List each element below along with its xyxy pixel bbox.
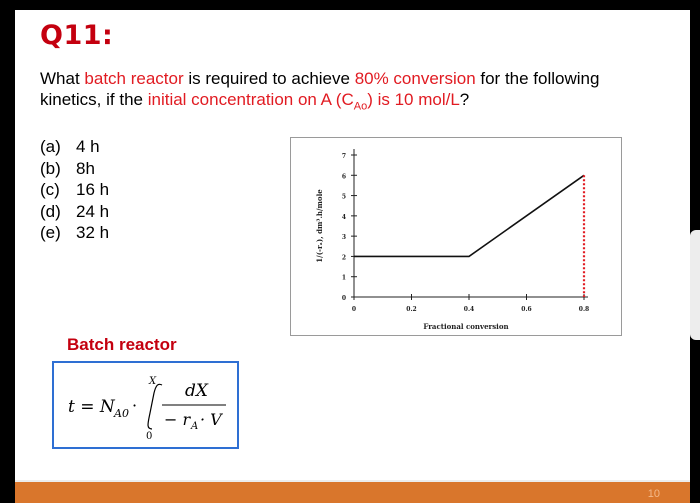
- batch-design-equation: [52, 361, 239, 449]
- option-letter: (a): [40, 137, 61, 156]
- option-text: 4 h: [76, 137, 100, 156]
- x-tick-label: 0.2: [406, 306, 417, 313]
- option-e[interactable]: [40, 222, 109, 244]
- x-tick-label: 0.4: [463, 306, 475, 313]
- eq-lhs: t = N: [68, 397, 115, 417]
- option-text: 32 h: [76, 223, 110, 242]
- eq-denominator-tail: · V: [200, 410, 222, 429]
- y-tick-label: 1: [341, 274, 347, 282]
- eq-lower-limit: 0: [146, 431, 153, 442]
- x-axis-label: Fractional conversion: [423, 322, 509, 331]
- slide-title: Q11:: [40, 20, 114, 51]
- y-tick-label: 7: [341, 153, 347, 160]
- option-letter: (d): [40, 201, 61, 221]
- option-text: 8h: [76, 158, 95, 178]
- eq-upper-limit: X: [149, 376, 157, 387]
- footer-bar: [15, 482, 690, 503]
- equation-graphic: [54, 363, 237, 447]
- y-tick-label: 0: [341, 295, 347, 302]
- rate-curve: [354, 175, 584, 256]
- eq-numerator: dX: [185, 381, 208, 401]
- highlight-conversion: 80% conversion: [354, 69, 476, 88]
- batch-reactor-label: Batch reactor: [67, 335, 177, 354]
- option-text: 24 h: [76, 201, 110, 221]
- levenspiel-plot: [291, 138, 621, 335]
- initial-conc-text: initial concentration on A (C: [147, 90, 354, 109]
- eq-dot: ·: [132, 396, 138, 415]
- scrollbar-handle[interactable]: [690, 230, 700, 340]
- x-tick-label: 0: [351, 306, 357, 313]
- option-b[interactable]: [40, 158, 109, 180]
- highlight-initial-concentration: [147, 90, 460, 113]
- question-part: is required to achieve: [183, 69, 355, 88]
- initial-conc-end: ) is 10 mol/L: [367, 90, 460, 109]
- levenspiel-plot-frame: [290, 137, 622, 336]
- option-d[interactable]: [40, 201, 109, 223]
- options-list: [40, 136, 109, 244]
- subscript-ao: Ao: [353, 100, 368, 113]
- question-part: for the following kinetics, if the: [40, 69, 600, 109]
- eq-denominator-subscript: A: [191, 421, 199, 432]
- x-tick-label: 0.6: [521, 306, 532, 313]
- x-tick-label: 0.8: [578, 306, 590, 313]
- option-c[interactable]: [40, 179, 109, 201]
- integral-sign: [148, 384, 162, 429]
- eq-lhs-subscript: A0: [114, 407, 129, 420]
- y-tick-label: 2: [341, 254, 347, 262]
- y-tick-label: 4: [341, 213, 347, 221]
- option-letter: (e): [40, 223, 61, 242]
- question-part: What: [40, 69, 85, 88]
- y-tick-label: 5: [341, 193, 347, 201]
- highlight-batch-reactor: batch reactor: [84, 69, 184, 88]
- option-letter: (b): [40, 158, 61, 178]
- y-tick-label: 6: [341, 173, 347, 181]
- option-a[interactable]: [40, 136, 109, 158]
- y-axis-label: 1/(-rₐ), dm³.h/mole: [315, 189, 324, 263]
- page-number: 10: [647, 488, 660, 500]
- question-text: [40, 68, 640, 117]
- y-tick-label: 3: [341, 234, 347, 242]
- option-letter: (c): [40, 180, 60, 199]
- eq-denominator: − r: [164, 410, 191, 429]
- option-text: 16 h: [76, 180, 110, 199]
- question-end: ?: [459, 90, 470, 109]
